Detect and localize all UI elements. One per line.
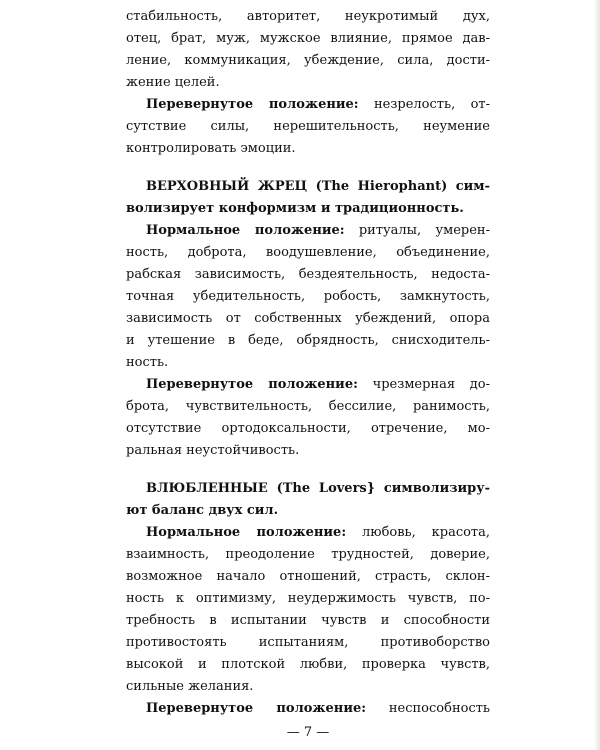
hierophant-normal-first-line: [146, 220, 490, 242]
text-line: противостоять испытаниям, противоборство: [126, 635, 490, 650]
text-line: жение целей.: [126, 75, 220, 90]
lovers-normal-first-line: [146, 522, 490, 544]
text-fragment: чрезмерная до-: [357, 377, 490, 392]
reversed-position-label: Перевернутое положение:: [146, 701, 367, 716]
text-line: сильные желания.: [126, 679, 254, 694]
text-line: взаимность, преодоление трудностей, доверие,: [126, 547, 490, 562]
normal-position-label: Нормальное положение:: [146, 525, 347, 540]
lovers-title: ВЛЮБЛЕННЫЕ (The Lovers} символизиру-: [146, 481, 490, 496]
text-line: брота, чувствительность, бессилие, ранимость,: [126, 399, 490, 414]
lovers-title: ют баланс двух сил.: [126, 503, 279, 518]
text-line: зависимость от собственных убеждений, опора: [126, 311, 490, 326]
text-fragment: любовь, красота,: [346, 525, 490, 540]
text-line: контролировать эмоции.: [126, 141, 296, 156]
text-line: стабильность, авторитет, неукротимый дух,: [126, 9, 490, 24]
text-line: сутствие силы, нерешительность, неумение: [126, 119, 490, 134]
emperor-reversed-first-line: [146, 94, 490, 116]
hierophant-title: ВЕРХОВНЫЙ ЖРЕЦ (The Hierophant) сим-: [146, 179, 490, 194]
text-line: ность к оптимизму, неудержимость чувств, по-: [126, 591, 490, 606]
text-line: ность, доброта, воодушевление, объединение,: [126, 245, 490, 260]
text-line: возможное начало отношений, страсть, склон-: [126, 569, 490, 584]
text-fragment: ритуалы, умерен-: [344, 223, 490, 238]
text-fragment: неспособность: [366, 701, 490, 716]
text-line: точная убедительность, робость, замкнутость,: [126, 289, 490, 304]
text-line: рабская зависимость, бездеятельность, недоста-: [126, 267, 490, 282]
hierophant-title: волизирует конформизм и традиционность.: [126, 201, 464, 216]
text-line: и утешение в беде, обрядность, снисходитель-: [126, 333, 490, 348]
page-number: — 7 —: [286, 725, 330, 740]
hierophant-reversed-first-line: [146, 374, 490, 396]
text-line: отец, брат, муж, мужское влияние, прямое дав-: [126, 31, 490, 46]
text-line: высокой и плотской любви, проверка чувств,: [126, 657, 490, 672]
text-line: отсутствие ортодоксальности, отречение, мо-: [126, 421, 490, 436]
normal-position-label: Нормальное положение:: [146, 223, 345, 238]
reversed-position-label: Перевернутое положение:: [146, 377, 358, 392]
text-fragment: незрелость, от-: [358, 97, 490, 112]
book-page: [126, 0, 490, 750]
text-line: ление, коммуникация, убеждение, сила, дости-: [126, 53, 490, 68]
page-edge-shadow: [594, 0, 600, 750]
lovers-reversed-first-line: [146, 698, 490, 720]
text-line: ральная неустойчивость.: [126, 443, 300, 458]
reversed-position-label: Перевернутое положение:: [146, 97, 359, 112]
text-line: требность в испытании чувств и способности: [126, 613, 490, 628]
text-line: ность.: [126, 355, 169, 370]
